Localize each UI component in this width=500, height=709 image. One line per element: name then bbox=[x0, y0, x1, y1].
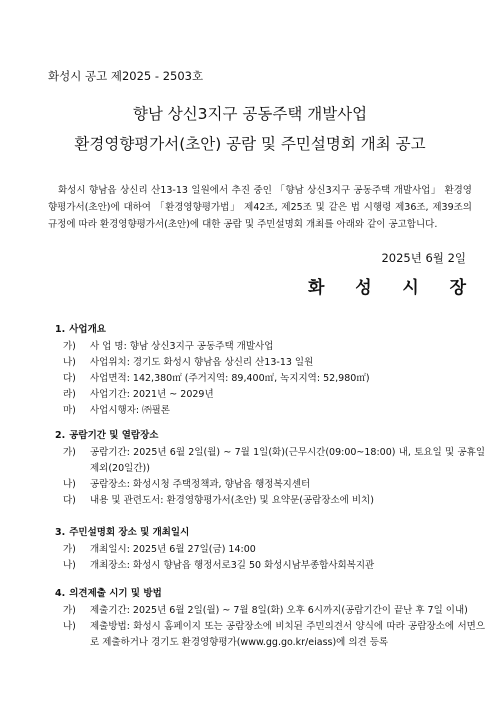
issuer-char: 시 bbox=[402, 278, 419, 298]
title-line-1: 향남 상신3지구 공동주택 개발사업 bbox=[132, 105, 368, 123]
list-item bbox=[55, 445, 485, 477]
section-title bbox=[55, 321, 485, 335]
list-item bbox=[55, 558, 485, 574]
item-text: 공람장소: 화성시청 주택정책과, 향남읍 행정복지센터 bbox=[90, 479, 311, 490]
issuer-char: 화 bbox=[308, 278, 325, 298]
item-mark: 가) bbox=[63, 447, 76, 458]
item-mark: 가) bbox=[63, 544, 76, 555]
item-mark: 마) bbox=[63, 405, 76, 416]
list-item bbox=[55, 493, 485, 509]
item-text: 개최일시: 2025년 6월 27일(금) 14:00 bbox=[90, 544, 256, 555]
item-mark: 나) bbox=[63, 560, 76, 571]
issuer-char: 장 bbox=[449, 278, 466, 298]
issuer-char: 성 bbox=[355, 278, 372, 298]
section-number: 3. bbox=[55, 527, 66, 538]
section-opinion-submission bbox=[55, 585, 485, 651]
notice-number: 화성시 공고 제2025 - 2503호 bbox=[48, 69, 204, 83]
title-line-2: 환경영향평가서(초안) 공람 및 주민설명회 개최 공고 bbox=[74, 135, 426, 153]
item-text: 제출기간: 2025년 6월 2일(월) ~ 7월 8일(화) 오후 6시까지(공람기간이 끝난 후 7일 이내) bbox=[90, 605, 468, 616]
item-text: 사업위치: 경기도 화성시 향남읍 상신리 산13-13 일원 bbox=[90, 357, 314, 368]
item-mark: 나) bbox=[63, 479, 76, 490]
list-item bbox=[55, 619, 485, 651]
list-item bbox=[55, 477, 485, 493]
item-text: 사업시행자: ㈜필론 bbox=[90, 405, 170, 416]
section-title bbox=[55, 524, 485, 538]
intro-paragraph: 화성시 향남읍 상신리 산13-13 일원에서 추진 중인 「향남 상신3지구 공동주택 개발사업」 환경영향평가서(초안)에 대하여 「환경영향평가법」 제42조, 제25조 및 같은 법 시행령 제36조, 제39조의 규정에 따라 환경영향평가서(초안)에 대한 공람 및 주민설명회 개최를 아래와 같이 공고합니다. bbox=[48, 185, 472, 230]
section-number: 4. bbox=[55, 588, 66, 599]
list-item bbox=[55, 603, 485, 619]
section-title-text: 의견제출 시기 및 방법 bbox=[69, 588, 162, 599]
item-text: 내용 및 관련도서: 환경영향평가서(초안) 및 요약문(공람장소에 비치) bbox=[90, 495, 374, 506]
section-number: 1. bbox=[55, 324, 66, 335]
item-mark: 가) bbox=[63, 341, 76, 352]
section-project-overview bbox=[55, 321, 485, 419]
item-text: 사업기간: 2021년 ~ 2029년 bbox=[90, 389, 214, 400]
item-text: 사 업 명: 향남 상신3지구 공동주택 개발사업 bbox=[90, 341, 274, 352]
list-item bbox=[55, 542, 485, 558]
list-item bbox=[55, 355, 485, 371]
item-mark: 다) bbox=[63, 373, 76, 384]
list-item bbox=[55, 387, 485, 403]
section-title-text: 사업개요 bbox=[69, 324, 106, 335]
item-mark: 가) bbox=[63, 605, 76, 616]
item-mark: 다) bbox=[63, 495, 76, 506]
item-text: 개최장소: 화성시 향남읍 행정서로3길 50 화성시남부종합사회복지관 bbox=[90, 560, 375, 571]
section-title bbox=[55, 427, 485, 441]
item-mark: 나) bbox=[63, 621, 76, 632]
section-title-text: 주민설명회 장소 및 개최일시 bbox=[69, 527, 190, 538]
list-item bbox=[55, 339, 485, 355]
issuer-signature bbox=[308, 273, 466, 298]
notice-date: 2025년 6월 2일 bbox=[381, 251, 466, 265]
item-mark: 라) bbox=[63, 389, 76, 400]
item-text: 사업면적: 142,380㎡ (주거지역: 89,400㎡, 녹지지역: 52,980㎡) bbox=[90, 373, 370, 384]
section-review-period bbox=[55, 427, 485, 509]
item-mark: 나) bbox=[63, 357, 76, 368]
item-text: 공람기간: 2025년 6월 2일(월) ~ 7월 1일(화)(근무시간(09:00~18:00) 내, 토요일 및 공휴일 제외(20일간)) bbox=[90, 447, 485, 474]
list-item bbox=[55, 371, 485, 387]
list-item bbox=[55, 403, 485, 419]
section-title-text: 공람기간 및 열람장소 bbox=[69, 430, 159, 441]
item-text: 제출방법: 화성시 홈페이지 또는 공람장소에 비치된 주민의견서 양식에 따라 공람장소에 서면으로 제출하거나 경기도 환경영향평가(www.gg.go.kr/eiass)에 의견 등록 bbox=[90, 621, 485, 648]
section-title bbox=[55, 585, 485, 599]
section-number: 2. bbox=[55, 430, 66, 441]
section-briefing-session bbox=[55, 524, 485, 574]
